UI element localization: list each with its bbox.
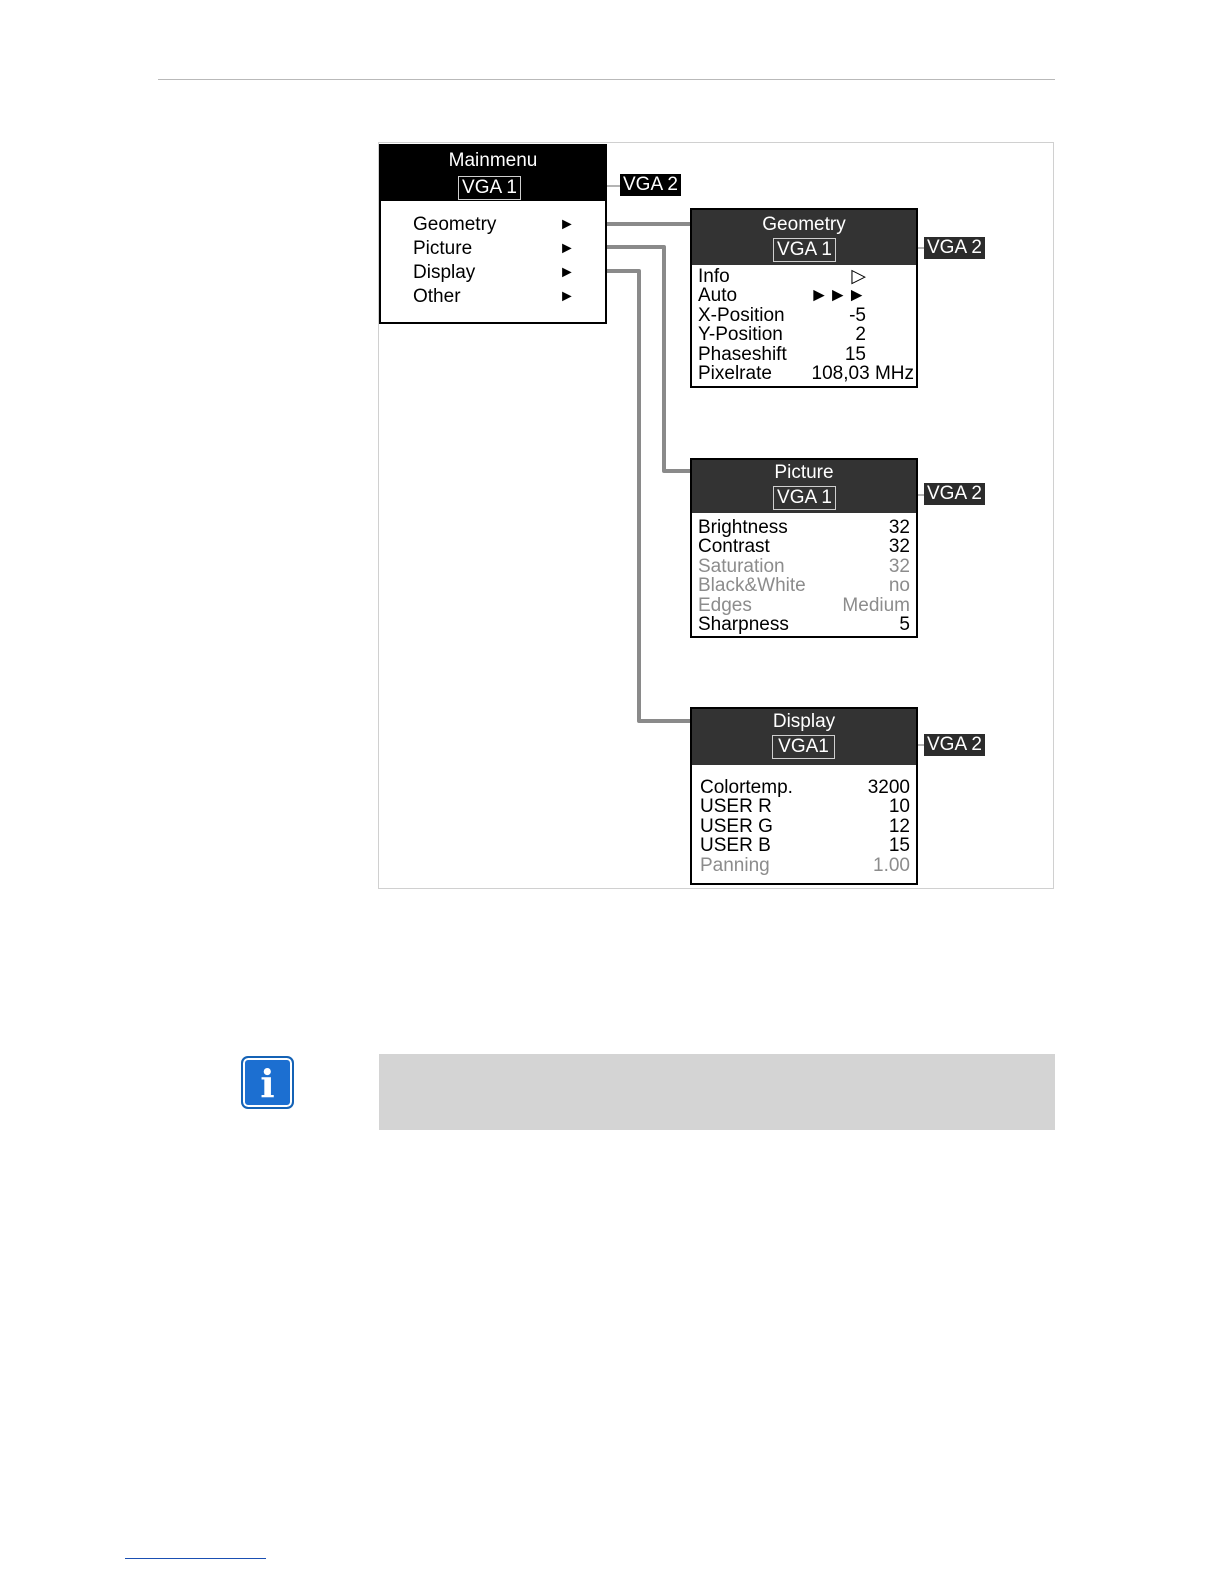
geometry-menu [690,208,918,388]
display-row-value: 3200 [867,777,910,798]
main-menu [379,144,607,324]
info-icon [241,1056,294,1109]
display-row-value: 10 [888,796,910,818]
geometry-row-value: 2 [855,324,866,346]
geometry-row-phaseshift[interactable] [698,345,866,364]
picture-menu-source[interactable]: VGA 1 [773,486,836,510]
picture-menu-alt-source[interactable]: VGA 2 [924,483,985,505]
picture-row-contrast[interactable] [698,537,910,556]
picture-row-label: Sharpness [698,614,789,635]
picture-row-value: 32 [888,517,910,538]
display-row-value: 15 [888,835,910,857]
picture-arrow-icon: ► [559,240,575,257]
picture-row-label: Brightness [698,517,788,538]
display-row-label: USER B [700,835,771,857]
geometry-row-label: X-Position [698,304,785,326]
display-menu-header [692,709,916,765]
display-menu-source[interactable]: VGA1 [772,735,835,759]
picture-row-black-white [698,576,910,595]
geometry-menu-header [692,210,916,265]
display-row-value: 1.00 [873,854,910,876]
geometry-arrow-icon: ► [559,216,575,233]
display-row-label: Colortemp. [700,777,793,798]
display-row-label: Panning [700,854,770,876]
main-menu-item-geometry[interactable]: Geometry [413,214,497,235]
main-menu-item-other[interactable]: Other [413,286,461,307]
geometry-row-value: 15 [844,343,866,365]
footer-rule [125,1558,266,1559]
picture-menu-title: Picture [774,462,834,483]
display-row-panning [700,856,910,875]
picture-menu-header [692,460,916,513]
geometry-menu-title: Geometry [762,214,846,235]
geometry-row-label: Auto [698,285,738,307]
picture-row-value: no [888,575,910,597]
play-outline-icon: ▷ [851,266,866,287]
picture-row-label: Edges [698,594,752,616]
geometry-row-value: -5 [849,304,866,326]
geometry-row-y-position[interactable] [698,325,866,344]
display-row-value: 12 [888,815,910,837]
display-row-label: USER G [700,815,773,837]
picture-row-label: Black&White [698,575,806,597]
geometry-row-info[interactable] [698,267,866,286]
picture-row-value: 32 [888,536,910,558]
display-row-user-g[interactable] [700,817,910,836]
other-arrow-icon: ► [559,288,575,305]
main-menu-header [381,146,605,201]
picture-row-label: Contrast [698,536,770,558]
display-row-label: USER R [700,796,772,818]
triple-arrow-icon: ►►► [809,285,866,307]
picture-row-label: Saturation [698,555,785,577]
main-menu-item-picture[interactable]: Picture [413,238,473,259]
geometry-row-value: 108,03 MHz [811,363,914,384]
picture-row-brightness[interactable] [698,518,910,537]
picture-row-value: 5 [899,614,910,635]
main-menu-alt-source[interactable]: VGA 2 [620,174,681,196]
geometry-row-auto[interactable] [698,286,866,305]
picture-row-sharpness[interactable] [698,615,910,634]
geometry-row-label: Pixelrate [698,363,772,384]
geometry-row-label: Y-Position [698,324,783,346]
geometry-row-label: Phaseshift [698,343,787,365]
main-menu-source[interactable]: VGA 1 [458,176,521,200]
geometry-row-label: Info [698,266,730,287]
info-glyph: i [260,1061,275,1106]
picture-menu [690,458,918,638]
geometry-menu-alt-source[interactable]: VGA 2 [924,237,985,259]
display-menu [690,707,918,885]
picture-row-saturation [698,557,910,576]
geometry-row-x-position[interactable] [698,306,866,325]
main-menu-title: Mainmenu [448,150,538,171]
display-menu-alt-source[interactable]: VGA 2 [924,734,985,756]
picture-row-value: Medium [842,594,910,616]
info-note-bar [379,1054,1055,1130]
display-arrow-icon: ► [559,264,575,281]
display-menu-title: Display [772,711,836,732]
geometry-row-pixelrate[interactable] [698,364,914,383]
display-row-user-b[interactable] [700,836,910,855]
main-menu-item-display[interactable]: Display [413,262,476,283]
picture-row-value: 32 [888,555,910,577]
geometry-menu-source[interactable]: VGA 1 [773,238,836,262]
picture-row-edges [698,596,910,615]
display-row-user-r[interactable] [700,797,910,816]
display-row-colortemp[interactable] [700,778,910,797]
